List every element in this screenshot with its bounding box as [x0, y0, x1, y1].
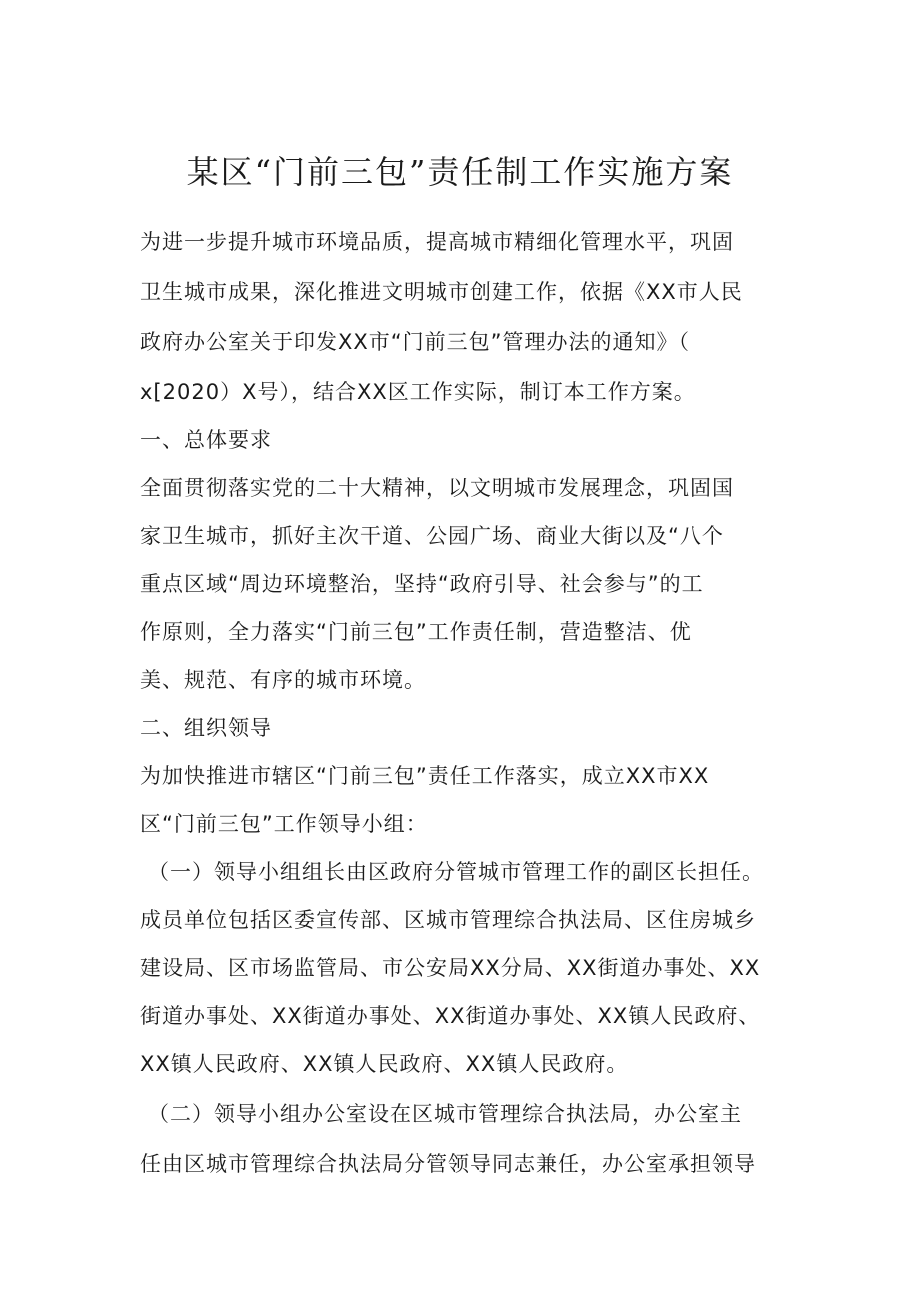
paragraph-line: 政府办公室关于印发XX市“门前三包”管理办法的通知》（	[140, 330, 691, 354]
paragraph-line: 为加快推进市辖区“门前三包”责任工作落实，成立XX市XX	[140, 764, 710, 788]
paragraph-line: 成员单位包括区委宣传部、区城市管理综合执法局、区住房城乡	[140, 908, 756, 932]
paragraph-line: XX镇人民政府、XX镇人民政府、XX镇人民政府。	[140, 1052, 629, 1076]
paragraph-line: 区“门前三包”工作领导小组：	[140, 812, 428, 836]
paragraph-line: 美、规范、有序的城市环境。	[140, 668, 426, 692]
paragraph-line: 任由区城市管理综合执法局分管领导同志兼任，办公室承担领导	[140, 1152, 756, 1176]
paragraph-line: 作原则，全力落实“门前三包”工作责任制，营造整洁、优	[140, 620, 692, 644]
paragraph-line: 家卫生城市，抓好主次干道、公园广场、商业大街以及“八个	[140, 524, 724, 548]
section-heading: 一、总体要求	[140, 428, 272, 452]
paragraph-line: 街道办事处、XX街道办事处、XX街道办事处、XX镇人民政府、	[140, 1004, 761, 1028]
paragraph-line: 为进一步提升城市环境品质，提高城市精细化管理水平，巩固	[140, 230, 734, 254]
section-heading: 二、组织领导	[140, 716, 272, 740]
paragraph-line: 重点区域“周边环境整治，坚持“政府引导、社会参与”的工	[140, 572, 704, 596]
paragraph-line: 建设局、区市场监管局、市公安局XX分局、XX街道办事处、XX	[140, 956, 761, 980]
paragraph-line: 卫生城市成果，深化推进文明城市创建工作，依据《XX市人民	[140, 280, 743, 304]
paragraph-line: x[2020）X号），结合XX区工作实际，制订本工作方案。	[140, 380, 696, 404]
paragraph-line: 全面贯彻落实党的二十大精神，以文明城市发展理念，巩固国	[140, 476, 734, 500]
paragraph-line: （二）领导小组办公室设在区城市管理综合执法局，办公室主	[148, 1102, 742, 1126]
paragraph-line: （一）领导小组组长由区政府分管城市管理工作的副区长担任。	[148, 860, 764, 884]
document-title: 某区“门前三包”责任制工作实施方案	[186, 153, 734, 191]
